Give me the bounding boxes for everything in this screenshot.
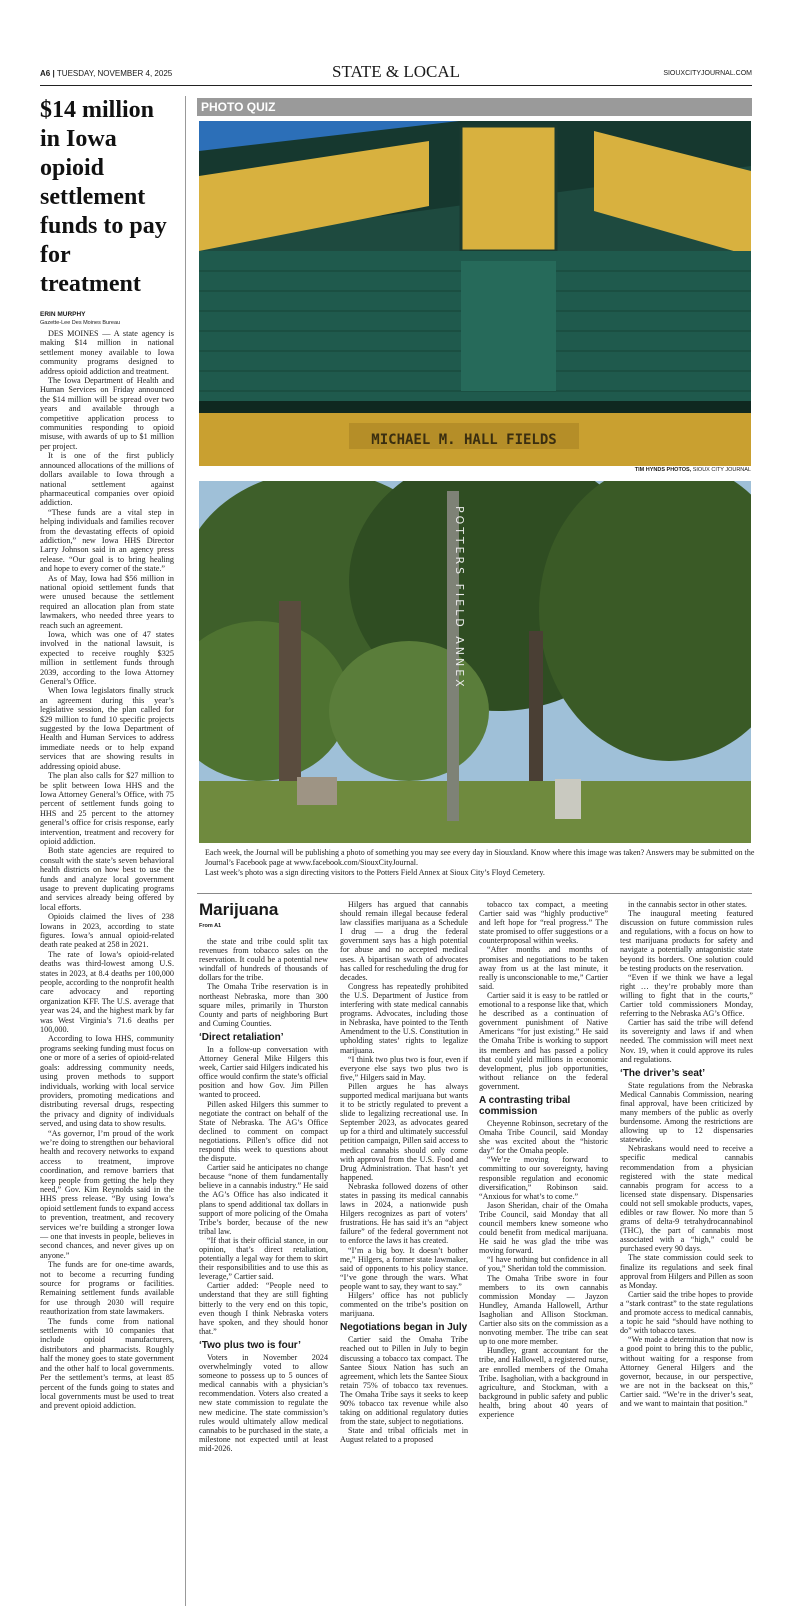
opioid-paragraph: The funds come from national settlements with 10 companies that include opioid manufacturers, distributors and pharmacists. Roughly half the money goes to state government and the other half to local governments. Per the settlement’s terms, at least 85 percent of the funds going to states and local governments must be used to treat and prevent opioid addiction. [40,1316,174,1411]
opioid-body [40,329,174,1411]
story-paragraph: Hundley, grant accountant for the tribe, and Hallowell, a registered nurse, are enrolled members of the Omaha Tribe. Isagholian, with a background in agriculture, and Stockman, with a background in public safety and public health, bring about 40 years of experience [479,1346,608,1419]
photo-credit [635,467,751,473]
subhead: ‘Two plus two is four’ [199,1339,301,1351]
story-paragraph: Voters in November 2024 overwhelmingly voted to allow someone to possess up to 5 ounces of medical cannabis with a physician’s recommendation. Voters also created a new state commission to regulate the new medicine. The state commission’s rules would ultimately allow medical cannabis to be purchased in the state, a milestone not expected until at least mid-2026. [199,1352,328,1453]
photo-credit-org: SIOUX CITY JOURNAL [692,467,751,473]
folio-date: TUESDAY, NOVEMBER 4, 2025 [56,69,173,78]
subhead: ‘The driver’s seat’ [620,1067,706,1079]
photo-credit-name: TIM HYNDS PHOTOS, [634,467,692,473]
marijuana-column-4 [620,900,753,1612]
caption-line: Each week, the Journal will be publishing a photo of something you may see every day in Siouxland. Know where this image was taken? Answers may be submitted on the Journal’s Facebook page at www.facebook.com/SiouxCityJournal. [205,848,755,867]
story-paragraph: Hilgers’ office has not publicly commented on the tribe’s position on marijuana. [340,1291,468,1319]
story-paragraph: Cartier said it is easy to be rattled or emotional to a response like that, which he described as a continuation of government punishment of Native Americans “for just existing.” He said the Omaha Tribe is working to support its members and has passed a policy that could yield millions in economic development, plus job opportunities, without reliance on the federal government. [479,990,608,1091]
story-paragraph: The Omaha Tribe swore in four members to its own cannabis commission Monday — Jayzon Hundley, Amanda Hallowell, Arthur Isagholian and Allison Stockman. Cartier also sits on the commission as a nonvoting member. The tribe can seat up to one more member. [479,1273,608,1347]
opioid-paragraph: “As governor, I’m proud of the work we’re doing to strengthen our behavioral health and recovery networks to expand access to treatment, improve coordination, and remove barriers that keep people from getting the help they need,” Gov. Kim Reynolds said in the HHS press release. “By using Iowa’s opioid settlement funds to expand access to prevention, treatment, and recovery services we’re building a stronger Iowa — one that invests in people, believes in second chances, and never gives up on anyone.” [40,1128,174,1260]
opioid-paragraph: The plan also calls for $27 million to be split between Iowa HHS and the Iowa Attorney General’s Office, with 75 percent of settlement funds going to HHS and 25 percent to the attorney general’s office for crisis response, early intervention, treatment and recovery for opioid addiction. [40,771,174,846]
opioid-story [40,96,174,1606]
story-paragraph: “We made a determination that now is a good point to bring this to the public, without waiting for a response from Attorney General Hilgers and the governor, because, in our perspective, we are not in the backseat on this,” Cartier said. “We’re in the driver’s seat, and we want to maintain that position.” [620,1335,753,1408]
section-title: STATE & LOCAL [331,62,461,81]
subhead: A contrasting tribal commission [479,1094,571,1117]
story-paragraph: Cartier said the Omaha Tribe reached out to Pillen in July to begin discussing a tobacco tax compact. The Santee Sioux Nation has such an agreement, which lets the Santee Sioux retain 75% of tobacco tax revenues. The Omaha Tribe says it seeks to keep 90% tobacco tax revenue while also taking on additional regulatory duties from the state, subject to negotiations. [340,1335,468,1427]
subhead: ‘Direct retaliation’ [199,1031,284,1043]
story-paragraph: Pillen asked Hilgers this summer to negotiate the contract on behalf of the State of Nebraska. The AG’s Office declined to comment on compact negotiations. Pillen’s office did not respond this week to questions about the dispute. [199,1099,328,1164]
story-paragraph: the state and tribe could split tax revenues from tobacco sales on the reservation. It could be a potential new windfall of hundreds of thousands of dollars for the tribe. [199,937,328,983]
story-paragraph: State regulations from the Nebraska Medical Cannabis Commission, nearing final approval, have been criticized by many members of the public as overly burdensome. Among the restrictions are allowing up to 12 dispensaries statewide. [620,1080,753,1145]
opioid-paragraph: When Iowa legislators finally struck an agreement during this year’s legislative session, the plan called for $29 million to fund 10 specific projects suggested by the Iowa Department of Health and Human Services to address immediate needs or to help expand services that are showing results in addressing opioid abuse. [40,686,174,771]
opioid-paragraph: It is one of the first publicly announced allocations of the millions of dollars available to Iowa through a national settlement against pharmaceutical companies over opioid addiction. [40,451,174,508]
opioid-paragraph: The Iowa Department of Health and Human Services on Friday announced the $14 million will be spread over two years and available through a competitive application process to communities responding to opioid misuse, with awards of up to $1 million per project. [40,376,174,451]
story-paragraph: “I have nothing but confidence in all of you,” Sheridan told the commission. [479,1255,608,1274]
photo-quiz-label: PHOTO QUIZ [197,98,752,116]
marijuana-headline: Marijuana [199,900,279,919]
building-illustration [199,121,751,466]
story-paragraph: Nebraska followed dozens of other states in passing its medical cannabis laws in 2024, a nationwide push Hilgers recognizes as part of voters’ frustrations. He has said it’s an “abject failure” of the federal government not to enforce the laws it has created. [340,1181,468,1246]
marijuana-column-2 [340,900,468,1612]
page-folio [40,62,752,86]
story-paragraph: Hilgers has argued that cannabis should remain illegal because federal law classifies marijuana as a Schedule I drug — a drug the federal government says has a high potential for abuse and no accepted medical uses. A bipartisan swath of advocates has called for rescheduling the drug for decades. [340,900,468,982]
opioid-paragraph: As of May, Iowa had $56 million in national opioid settlement funds that were unused because the settlement required an allocation plan from state lawmakers, who needed three years to reach such an agreement. [40,573,174,630]
story-paragraph: “If that is their official stance, in our opinion, that’s direct retaliation, potentially a legal way for them to skirt their responsibilities and to use this as leverage,” Cartier said. [199,1235,328,1282]
opioid-headline: $14 million in Iowa opioid settlement funds to pay for treatment [40,97,167,297]
opioid-paragraph: Both state agencies are required to consult with the state’s seven behavioral health districts on how best to use the funds and analyze local government usage to prevent duplicating programs and services already being offered by local efforts. [40,846,174,912]
story-paragraph: In a follow-up conversation with Attorney General Mike Hilgers this week, Cartier said Hilgers indicated his office would confirm the state’s official position and how Gov. Jim Pillen wanted to proceed. [199,1044,328,1100]
building-sign-text: MICHAEL M. HALL FIELDS [371,432,557,448]
folio-left: A6 | TUESDAY, NOVEMBER 4, 2025 [40,69,173,78]
post-sign-text: POTTERS FIELD ANNEX [453,506,466,690]
cemetery-illustration [199,481,751,843]
site-link[interactable]: SIOUXCITYJOURNAL.COM [663,70,752,77]
story-paragraph: “After months and months of promises and negotiations to be taken away from us at the last minute, it really is unconscionable to me,” Cartier said. [479,945,608,991]
story-paragraph: tobacco tax compact, a meeting Cartier said was “highly productive” and left hope for “real progress.” The state promised to offer suggestions or a counterproposal within weeks. [479,900,608,946]
opioid-paragraph: According to Iowa HHS, community programs seeking funding must focus on one or more of a series of opioid-related goals: addressing community needs, using proven methods to support individuals, working with local service providers, promoting medications and distributing reversal drugs, respecting the privacy and dignity of individuals served, and using data to show results. [40,1034,174,1129]
quiz-photo-building [199,121,751,466]
story-paragraph: The inaugural meeting featured discussion on future commission rules and regulations, with a focus on how to test marijuana products for safety and navigate a potentially antagonistic state beyond its borders. One solution could be testing products on the reservation. [620,909,753,973]
photo-caption [205,848,755,878]
jump-from-label: From A1 [199,923,222,929]
page-number: A6 [40,69,51,78]
story-paragraph: Cartier has said the tribe will defend its sovereignty and laws if and when needed. The commission will meet next Nov. 19, when it could approve its rules and regulations. [620,1018,753,1064]
opioid-paragraph: The rate of Iowa’s opioid-related deaths was third-lowest among U.S. states in 2023, at 8.4 deaths per 100,000 people, according to the nonprofit health care advocacy and reporting organization KFF. The U.S. average that year was 24, and the highest mark by far was West Virginia’s 71.6 deaths per 100,000. [40,949,174,1035]
story-paragraph: “We’re moving forward to committing to our sovereignty, having responsible regulation and economic diversification,” Robinson said. “Anxious for what’s to come.” [479,1155,608,1201]
quiz-photo-cemetery [199,481,751,843]
story-paragraph: The state commission could seek to finalize its regulations and seek final approval from Hilgers and Pillen as soon as Monday. [620,1253,753,1290]
subhead: Negotiations began in July [340,1322,468,1334]
opioid-paragraph: The funds are for one-time awards, not to become a recurring funding source for programs or facilities. Remaining settlement funds available for use through 2030 will require reauthorization from state lawmakers. [40,1260,174,1317]
marijuana-column-1 [199,900,328,1612]
story-paragraph: State and tribal officials met in August related to a proposed [340,1426,468,1445]
story-paragraph: Cheyenne Robinson, secretary of the Omaha Tribe Council, said Monday she was excited about the “historic day” for the Omaha people. [479,1118,608,1156]
byline-author: ERIN MURPHY [40,311,86,318]
story-paragraph: Jason Sheridan, chair of the Omaha Tribe Council, said Monday that all council members knew someone who could benefit from medical marijuana. He said he was glad the tribe was moving forward. [479,1200,608,1256]
story-paragraph: “I’m a big boy. It doesn’t bother me,” Hilgers, a former state lawmaker, said of opponents to his policy stance. “I’ve gone through the wars. What people want to say, they want to say.” [340,1245,468,1291]
story-paragraph: Cartier said the tribe hopes to provide a “stark contrast” to the state regulations and promote access to medical cannabis, a topic he said “should have nothing to do” with tobacco taxes. [620,1289,753,1336]
opioid-paragraph: “These funds are a vital step in helping individuals and families recover from the devastating effects of opioid addiction,” new Iowa HHS Director Larry Johnson said in an agency press release. “Our goal is to bring healing and hope to every corner of the state.” [40,507,174,574]
caption-line: Last week’s photo was a sign directing visitors to the Potters Field Annex at Sioux City’s Floyd Cemetery. [205,868,545,877]
story-paragraph: “I think two plus two is four, even if everyone else says two plus two is five,” Hilgers said in May. [340,1054,468,1082]
story-paragraph: Pillen argues he has always supported medical marijuana but wants it to be strictly regulated to prevent a slide to legalizing recreational use. In September 2023, as advocates geared up for a third and ultimately successful petition campaign, Pillen said access to medical cannabis should only come with approval from the U.S. Food and Drug Administration. That hasn’t yet happened. [340,1081,468,1182]
story-paragraph: Nebraskans would need to receive a specific medical cannabis recommendation from a physician registered with the state medical cannabis program for access to a licensed state dispensary. Dispensaries could not sell smokable products, vapes, edibles or raw flower. No more than 5 grams of delta-9 tetrahydrocannabinol (THC), the part of cannabis most associated with a “high,” could be purchased every 90 days. [620,1144,753,1254]
story-paragraph: The Omaha Tribe reservation is in northeast Nebraska, more than 300 square miles, primarily in Thurston County and parts of neighboring Burt and Cuming Counties. [199,982,328,1028]
section-divider [197,893,752,894]
opioid-paragraph: DES MOINES — A state agency is making $14 million in national settlement money available to Iowa community programs designed to address opioid addiction and treatment. [40,329,174,376]
story-paragraph: Cartier added: “People need to understand that they are still fighting bitterly to the very end on this topic, even though I think Nebraska voters have spoken, and they should honor that.” [199,1281,328,1336]
marijuana-column-3 [479,900,608,1612]
story-paragraph: Cartier said he anticipates no change because “none of them fundamentally believe in a cannabis industry.” He said the AG’s Office has also indicated it plans to spend additional tax dollars in support of more policing of the Omaha Tribe’s border, because of the new tribal law. [199,1163,328,1236]
opioid-paragraph: Opioids claimed the lives of 238 Iowans in 2023, according to state figures. Iowa’s annual opioid-related death rate peaked at 258 in 2021. [40,912,174,950]
column-divider [185,96,186,1606]
story-paragraph: “Even if we think we have a legal right … they’re probably more than willing to fight that in the courts,” Cartier told commissioners Monday, referring to the Nebraska AG’s Office. [620,972,753,1019]
byline-bureau: Gazette-Lee Des Moines Bureau [40,320,121,326]
story-paragraph: Congress has repeatedly prohibited the U.S. Department of Justice from interfering with state medical cannabis programs. Advocates, including those in Nebraska, have pointed to the Tenth Amendment to the U.S. Constitution in upholding states’ rights to legalize marijuana. [340,981,468,1055]
story-paragraph: in the cannabis sector in other states. [628,900,747,909]
opioid-paragraph: Iowa, which was one of 47 states involved in the national lawsuit, is expected to receive roughly $325 million in settlement funds through 2039, according to the Iowa Attorney General’s Office. [40,630,174,687]
